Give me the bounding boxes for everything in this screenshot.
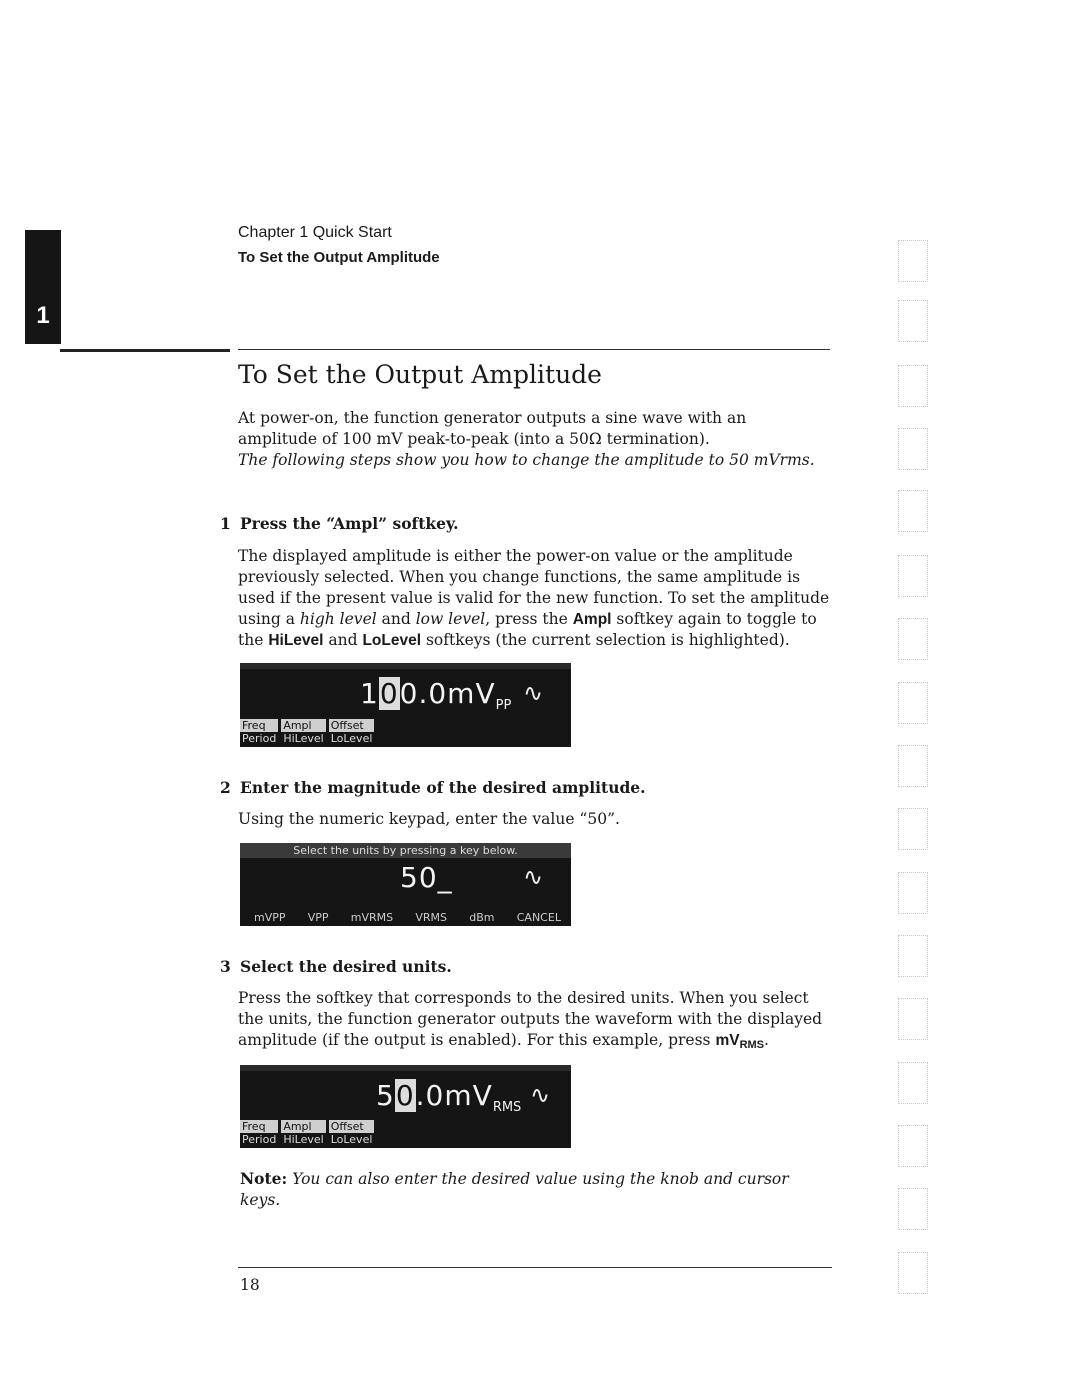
instrument-display-1 [240, 663, 571, 747]
note-label: Note: [240, 1169, 288, 1188]
margin-box [898, 555, 928, 597]
softkey-label: Offset [329, 1120, 375, 1133]
softkey-row [240, 719, 374, 745]
step-number: 3 [220, 957, 231, 976]
softkey-name: mV [715, 1032, 740, 1049]
text-run-italic: high level [299, 610, 377, 628]
step1-line: previously selected. When you change functions, the same amplitude is [238, 568, 801, 586]
margin-box [898, 808, 928, 850]
units-prompt: Select the units by pressing a key below. [240, 843, 571, 858]
intro-line: amplitude of 100 mV peak-to-peak (into a 50Ω termination). [238, 430, 710, 448]
step-heading: Press the “Ampl” softkey. [240, 514, 459, 533]
margin-box [898, 365, 928, 407]
softkey-label: LoLevel [330, 732, 373, 745]
display-header-bar [240, 1065, 571, 1071]
unit-key-vrms[interactable]: VRMS [415, 911, 448, 924]
readout-cursor: 0 [395, 1079, 415, 1112]
softkey-label: Freq [240, 719, 278, 732]
text-run: using a [238, 610, 300, 628]
readout-digit: 5 [376, 1079, 395, 1112]
note [240, 1168, 820, 1211]
readout-digits: .0mV [415, 1079, 493, 1112]
unit-key-mvpp[interactable]: mVPP [254, 911, 286, 924]
margin-box [898, 300, 928, 342]
margin-box [898, 935, 928, 977]
text-run: , press the [485, 610, 573, 628]
unit-key-mvrms[interactable]: mVRMS [350, 911, 394, 924]
readout-digit: 1 [360, 677, 379, 710]
page-title: To Set the Output Amplitude [238, 360, 602, 389]
step3-line: the units, the function generator outputs the waveform with the displayed [238, 1010, 823, 1028]
text-run: amplitude (if the output is enabled). For this example, press [238, 1031, 716, 1049]
note-text: You can also enter the desired value using the knob and cursor keys. [240, 1170, 789, 1209]
step3-line [238, 1030, 838, 1056]
step-number: 1 [220, 514, 231, 533]
text-run: and [376, 610, 416, 628]
readout-cursor: 0 [379, 677, 399, 710]
margin-box [898, 1252, 928, 1294]
step-heading: Enter the magnitude of the desired amplitude. [240, 778, 646, 797]
text-run: . [764, 1031, 769, 1049]
softkey-label: Period [242, 732, 277, 745]
readout-unit: PP [495, 698, 512, 713]
softkey-row [240, 1120, 374, 1146]
margin-box [898, 872, 928, 914]
intro-italic-line: The following steps show you how to change the amplitude to 50 mVrms. [238, 451, 815, 469]
step1-line: used if the present value is valid for the new function. To set the amplitude [238, 589, 830, 607]
step2-text: Using the numeric keypad, enter the value “50”. [238, 810, 620, 828]
sine-wave-icon: ∿ [530, 1081, 551, 1109]
softkey-freq[interactable] [240, 719, 278, 745]
page-number: 18 [240, 1276, 260, 1294]
softkey-freq[interactable] [240, 1120, 278, 1146]
step1-line [238, 630, 838, 651]
step1-line: The displayed amplitude is either the power-on value or the amplitude [238, 547, 793, 565]
instrument-display-2 [240, 843, 571, 926]
softkey-offset[interactable] [329, 1120, 375, 1146]
margin-box [898, 682, 928, 724]
softkey-label: HiLevel [283, 732, 324, 745]
unit-key-vpp[interactable]: VPP [307, 911, 329, 924]
softkey-ampl[interactable] [281, 719, 325, 745]
chapter-tab-number: 1 [36, 302, 50, 329]
text-run: softkey again to toggle to [611, 610, 817, 628]
margin-box [898, 745, 928, 787]
intro-paragraph [238, 408, 838, 471]
softkey-offset[interactable] [329, 719, 375, 745]
sine-wave-icon: ∿ [523, 863, 544, 891]
softkey-name: LoLevel [362, 632, 422, 649]
step-heading: Select the desired units. [240, 957, 452, 976]
margin-box [898, 1125, 928, 1167]
unit-key-dbm[interactable]: dBm [469, 911, 495, 924]
softkey-label: HiLevel [283, 1133, 324, 1146]
instrument-display-3 [240, 1065, 571, 1148]
margin-box [898, 618, 928, 660]
step1-line [238, 609, 838, 630]
footer-rule [238, 1267, 832, 1268]
text-run: softkeys (the current selection is highlighted). [421, 631, 790, 649]
title-rule [238, 349, 830, 350]
margin-box [898, 1062, 928, 1104]
margin-box [898, 998, 928, 1040]
text-run: the [238, 631, 269, 649]
softkey-name: Ampl [572, 611, 612, 628]
chapter-tab [25, 230, 61, 344]
step-number: 2 [220, 778, 231, 797]
cancel-key[interactable]: CANCEL [516, 911, 561, 924]
softkey-label: Offset [329, 719, 375, 732]
text-run-italic: low level [415, 610, 486, 628]
text-run: and [323, 631, 363, 649]
margin-box [898, 1188, 928, 1230]
softkey-label: Period [242, 1133, 277, 1146]
sine-wave-icon: ∿ [523, 679, 544, 707]
amplitude-readout [360, 677, 511, 713]
step1-paragraph [238, 546, 838, 651]
softkey-label: Freq [240, 1120, 278, 1133]
softkey-label: Ampl [281, 1120, 325, 1133]
softkey-name-subscript: RMS [739, 1039, 765, 1051]
softkey-ampl[interactable] [281, 1120, 325, 1146]
softkey-label: LoLevel [330, 1133, 373, 1146]
running-header-chapter: Chapter 1 Quick Start [238, 224, 392, 241]
softkey-label: Ampl [281, 719, 325, 732]
readout-unit: RMS [492, 1100, 522, 1115]
entry-readout: 50_ [400, 861, 453, 894]
margin-box [898, 240, 928, 282]
step3-line: Press the softkey that corresponds to the desired units. When you select [238, 989, 809, 1007]
display-header-bar [240, 663, 571, 669]
units-softkey-row [240, 911, 571, 924]
running-header-section: To Set the Output Amplitude [238, 249, 440, 266]
tab-divider [60, 349, 230, 352]
amplitude-readout [376, 1079, 521, 1115]
readout-digits: 0.0mV [399, 677, 496, 710]
step3-paragraph [238, 988, 838, 1056]
softkey-name: HiLevel [268, 632, 324, 649]
intro-line: At power-on, the function generator outputs a sine wave with an [238, 409, 747, 427]
margin-box [898, 490, 928, 532]
margin-box [898, 428, 928, 470]
